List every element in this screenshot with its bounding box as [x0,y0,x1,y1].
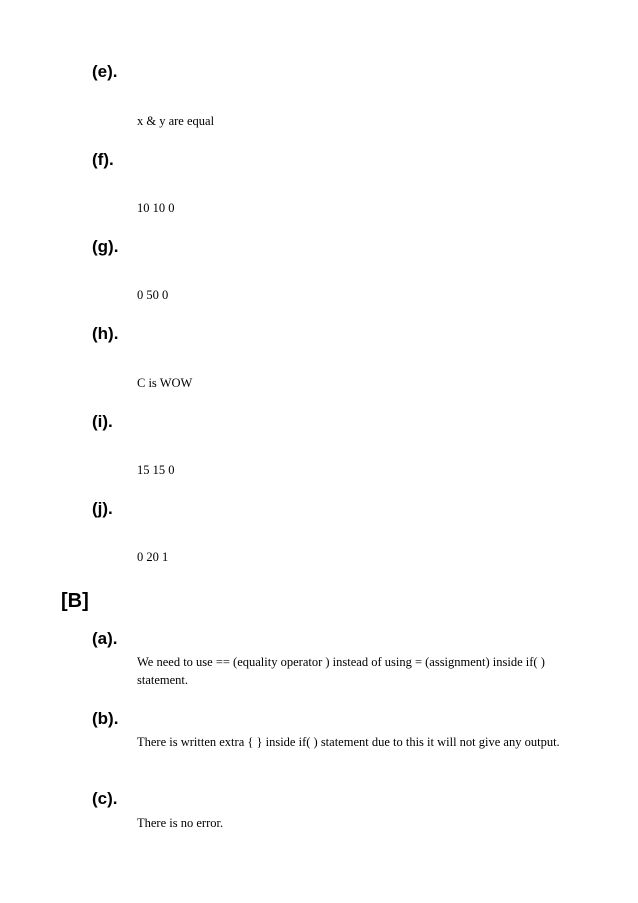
question-label-i: (i). [92,412,113,431]
section-title-b: [B] [61,590,89,612]
question-label-b-c: (c). [92,789,118,808]
question-label-e: (e). [92,62,118,81]
question-label-f: (f). [92,150,114,169]
answer-b-c: There is no error. [137,816,224,830]
answer-h: C is WOW [137,376,193,390]
answer-f: 10 10 0 [137,201,175,215]
answer-e: x & y are equal [137,114,215,128]
answer-i: 15 15 0 [137,463,175,477]
question-label-j: (j). [92,499,113,518]
answer-b-a: We need to use == (equality operator ) instead of using = (assignment) inside if( ) statement. [137,655,545,687]
question-label-b-a: (a). [92,629,118,648]
question-label-h: (h). [92,324,119,343]
answer-b-b: There is written extra { } inside if( ) statement due to this it will not give any output. [137,735,560,749]
question-label-g: (g). [92,237,119,256]
answer-g: 0 50 0 [137,288,169,302]
question-label-b-b: (b). [92,709,119,728]
answer-j: 0 20 1 [137,550,169,564]
